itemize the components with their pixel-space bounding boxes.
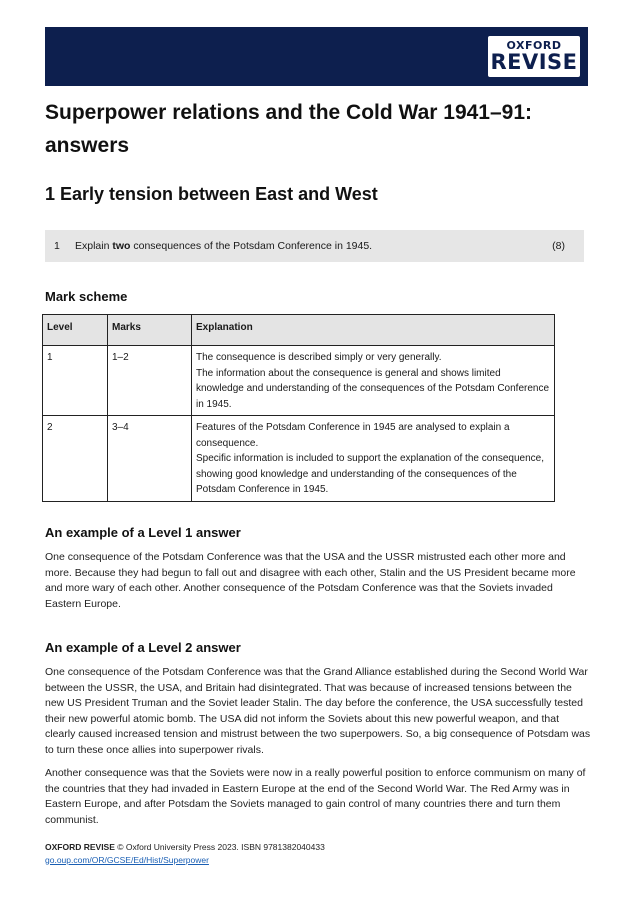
mark-scheme-table — [42, 314, 555, 502]
level-1-example-paragraph: One consequence of the Potsdam Conference was that the USA and the USSR mistrusted each other more and more. Because they had begun to fall out and disagree with each other, Stalin and the US President became more and more wary of each other. Another consequence of the Potsdam Conference was that the Soviets invaded Eastern Europe. — [45, 551, 576, 610]
level-2-example-heading: An example of a Level 2 answer — [45, 640, 241, 655]
question-text-emphasis: two — [112, 240, 131, 252]
header-banner — [45, 27, 588, 86]
mark-scheme-heading: Mark scheme — [45, 289, 128, 304]
question-bar — [45, 230, 584, 262]
level-2-example-paragraph: Another consequence was that the Soviets were now in a really powerful position to enforce communism on many of the countries that they had invaded in Eastern Europe at the end of the Second World War. The Red Army was in Eastern Europe, and after Potsdam the Soviets managed to gain control of many countries there and turn them communist. — [45, 767, 586, 826]
level-cell: 2 — [43, 416, 108, 502]
level-2-example-paragraph: One consequence of the Potsdam Conference was that the Grand Alliance established during the Second World War between the USSR, the USA, and Britain had disintegrated. That was because of increased tensions between the new US President Truman and the Soviet leader Stalin. The day before the conference, the USA successfully tested their new powerful atomic bomb. The USA did not inform the Soviets about this new powerful weapon, and that clearly caused increased tension and mistrust between the two superpowers. So, a big consequence of Potsdam was to turn these once allies into superpower rivals. — [45, 666, 591, 756]
column-header-explanation: Explanation — [192, 315, 555, 346]
footer-brand: OXFORD REVISE — [45, 842, 115, 852]
level-cell: 1 — [43, 346, 108, 416]
marks-cell: 3–4 — [108, 416, 192, 502]
table-row — [43, 416, 555, 502]
explanation-line: The consequence is described simply or very generally. — [196, 352, 442, 363]
question-text-start: Explain — [75, 240, 113, 252]
footer-copyright — [45, 841, 325, 854]
marks-cell: 1–2 — [108, 346, 192, 416]
question-text-end: consequences of the Potsdam Conference in 1945. — [130, 240, 373, 252]
oxford-revise-logo — [488, 36, 580, 77]
footer-link[interactable]: go.oup.com/OR/GCSE/Ed/Hist/Superpower — [45, 854, 209, 865]
explanation-line: Features of the Potsdam Conference in 1945 are analysed to explain a consequence. — [196, 422, 510, 449]
explanation-line: Specific information is included to support the explanation of the consequence, showing good knowledge and understanding of the consequences of the Potsdam Conference in 1945. — [196, 453, 544, 495]
footer-copyright-text: © Oxford University Press 2023. ISBN 9781382040433 — [114, 842, 325, 852]
question-text — [75, 240, 372, 252]
table-header-row — [43, 315, 555, 346]
explanation-line: The information about the consequence is general and shows limited knowledge and understanding of the consequences of the Potsdam Conference in 1945. — [196, 367, 550, 410]
footer — [45, 841, 325, 866]
logo-revise-text: REVISE — [490, 50, 578, 74]
column-header-marks: Marks — [108, 315, 192, 346]
question-number: 1 — [54, 240, 60, 252]
section-title: 1 Early tension between East and West — [45, 184, 378, 204]
table-row — [43, 346, 555, 416]
explanation-cell — [192, 346, 555, 416]
level-1-example-heading: An example of a Level 1 answer — [45, 525, 241, 540]
column-header-level: Level — [43, 315, 108, 346]
question-marks: (8) — [552, 240, 565, 252]
logo-oxford-text: OXFORD — [506, 39, 562, 52]
page-title: Superpower relations and the Cold War 1941–91: answers — [45, 101, 533, 157]
explanation-cell — [192, 416, 555, 502]
